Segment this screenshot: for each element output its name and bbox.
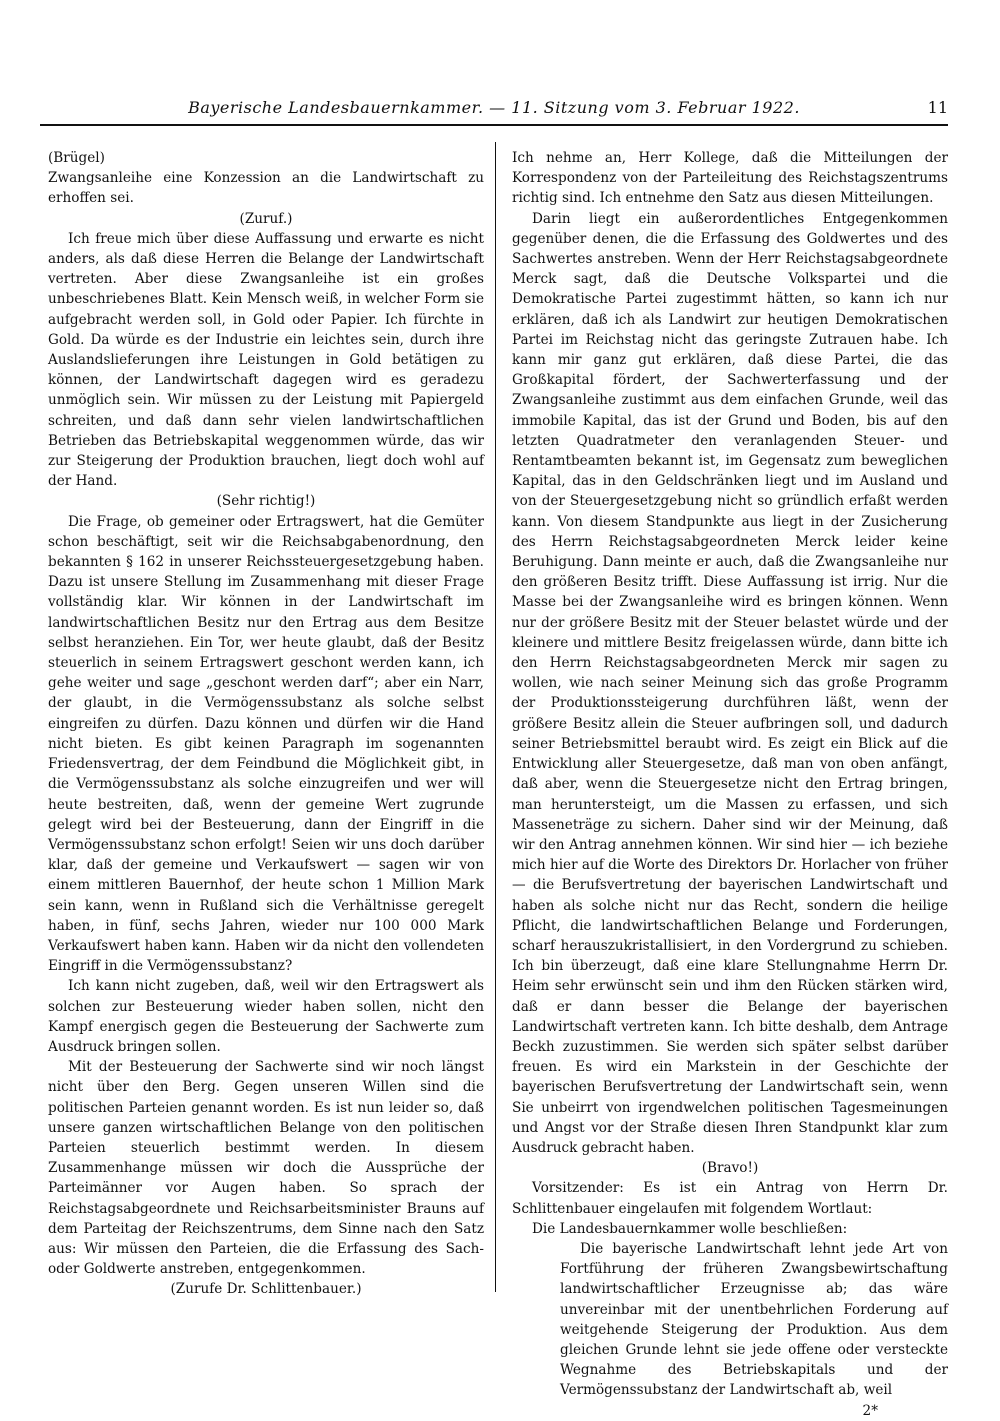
- paragraph: Mit der Besteuerung der Sachwerte sind wir noch längst nicht über den Berg. Gegen unseren Willen sind die politischen Parteien genannt worden. Es ist nun leider so, daß unsere ganzen wirtschaftlichen Belange von den politischen Parteien steuerlich bestimmt werden. In diesem Zusammenhange müssen wir doch die Aussprüche der Parteimänner vor Augen haben. So sprach der Reichstagsabgeordnete und Reichsarbeitsminister Brauns auf dem Parteitag der Reichszentrums, dem Sinne nach den Satz aus: Wir müssen den Parteien, die die Erfassung des Sach- oder Goldwerte anstreben, entgegenkommen.: [48, 1059, 484, 1278]
- right-column: [512, 148, 948, 1419]
- interjection: (Bravo!): [701, 1160, 759, 1177]
- paragraph: Ich freue mich über diese Auffassung und erwarte es nicht anders, als daß diese Herren die Belange der Landwirtschaft vertreten. Aber diese Zwangsanleihe ist ein großes unbeschriebenes Blatt. Kein Mensch weiß, in welcher Form sie aufgebracht werden soll, in Gold oder Papier. Ich fürchte in Gold. Da würde es der Industrie ein leichtes sein, durch ihre Auslandslieferungen ihre Leistungen in Gold betätigen zu können, der Landwirtschaft dagegen wird es geradezu unmöglich sein. Wir müssen zu der Leistung mit Papiergeld schreiten, und daß dann sehr vielen landwirtschaftlichen Betrieben das Betriebskapital weggenommen würde, das wir zur Steigerung der Produktion brauchen, liegt doch wohl auf der Hand.: [48, 230, 484, 490]
- page-number: 11: [927, 98, 948, 117]
- paragraph: Ich nehme an, Herr Kollege, daß die Mitteilungen der Korrespondenz von der Parteileitung des Reichstagszentrums richtig sind. Ich entnehme den Satz aus diesen Mitteilungen.: [512, 150, 948, 207]
- interjection: (Zuruf.): [239, 210, 293, 227]
- paragraph: Zwangsanleihe eine Konzession an die Landwirtschaft zu erhoffen sei.: [48, 170, 484, 207]
- paragraph: Darin liegt ein außerordentliches Entgegenkommen gegenüber denen, die die Erfassung des Goldwertes und des Sachwertes anstreben. Wenn der Herr Reichstagsabgeordnete Merck sagt, daß die Deutsche Volkspartei und die Demokratische Partei zugestimmt hätten, so kann ich nur erklären, daß ich als Landwirt zur heutigen Demokratischen Partei im Reichstag nicht das geringste Zutrauen habe. Ich kann mir ganz gut erklären, daß diese Partei, die das Großkapital fördert, der Sachwerterfassung und der Zwangsanleihe zustimmt aus dem einfachen Grunde, weil das immobile Kapital, das ist der Grund und Boden, bis auf den letzten Quadratmeter den veranlagenden Steuer- und Rentamtbeamten bekannt ist, im Gegensatz zum beweglichen Kapital, das in den Geldschränken liegt und im Ausland und von der Steuergesetzgebung nicht so gründlich erfaßt werden kann. Von diesem Standpunkte aus liegt in der Zusicherung des Herrn Reichstagsabgeordneten Merck leider keine Beruhigung. Dann meinte er auch, daß die Zwangsanleihe nur den größeren Besitz trifft. Diese Auffassung ist irrig. Nur die Masse bei der Zwangsanleihe wird es bringen können. Wenn nur der größere Besitz mit der Steuer belastet würde und der kleinere und mittlere Besitz freigelassen würde, dann bitte ich den Herrn Reichstagsabgeordneten Merck mir sagen zu wollen, wie nach seiner Meinung sich das große Programm der Produktionssteigerung durchführen läßt, wenn der größere Besitz allein die Steuer aufbringen soll, und dadurch seiner Betriebsmittel beraubt wird. Es zeigt ein Blick auf die Entwicklung aller Steuergesetze, daß man von oben anfängt, daß aber, wenn die Steuergesetze nicht den Ertrag bringen, man heruntersteigt, um die Massen zu erfassen, und sich Masseneträge zu sichern. Daher sind wir der Meinung, daß wir den Antrag annehmen können. Wir sind hier — ich beziehe mich hier auf die Worte des Direktors Dr. Horlacher von früher — die Berufsvertretung der bayerischen Landwirtschaft und haben als solche nicht nur das Recht, sondern die heilige Pflicht, die landwirtschaftlichen Belange und Forderungen, scharf herauszukristallisiert, in den Vordergrund zu schieben. Ich bin überzeugt, daß eine klare Stellungnahme Herrn Dr. Heim sehr erwünscht sein und ihm den Rücken stärken wird, daß er dann besser die Belange der bayerischen Landwirtschaft vertreten kann. Ich bitte deshalb, dem Antrage Beckh zuzustimmen. Sie werden sich später selbst darüber freuen. Es wird ein Markstein in der Geschichte der bayerischen Berufsvertretung der Landwirtschaft sein, wenn Sie unbeirrt von irgendwelchen politischen Tagesmeinungen und Angst vor der Straße diesen Ihren Standpunkt klar zum Ausdruck gebracht haben.: [512, 210, 948, 1156]
- interjection: (Zurufe Dr. Schlittenbauer.): [170, 1281, 362, 1298]
- column-divider: [495, 142, 496, 1292]
- interjection: (Sehr richtig!): [216, 493, 316, 510]
- signature-mark: 2*: [862, 1402, 878, 1419]
- left-column: [48, 148, 484, 1328]
- running-title: Bayerische Landesbauernkammer. — 11. Sitzung vom 3. Februar 1922.: [188, 98, 800, 117]
- paragraph: Die Frage, ob gemeiner oder Ertragswert, hat die Gemüter schon beschäftigt, seit wir die Reichsabgabenordnung, den bekannten § 162 in unserer Reichssteuergesetzgebung haben. Dazu ist unsere Stellung im Zusammenhang mit dieser Frage vollständig klar. Wir können in der Landwirtschaft im landwirtschaftlichen Besitz nur den Ertrag aus dem Besitze selbst heranziehen. Ein Tor, wer heute glaubt, daß der Besitz steuerlich in seinem Ertragswert geschont werden kann, ich gehe weiter und sage „geschont werden darf“; aber ein Narr, der glaubt, in die Vermögenssubstanz als solche selbst eingreifen zu dürfen. Dazu können und dürfen wir die Hand nicht bieten. Es gibt keinen Paragraph im sogenannten Friedensvertrag, der dem Feindbund die Möglichkeit gibt, in die Vermögenssubstanz als solche einzugreifen und wer will heute bestreiten, daß, wenn der gemeine Wert zugrunde gelegt wird bei der Besteuerung, dann der Eingriff in die Vermögenssubstanz schon erfolgt! Seien wir uns doch darüber klar, daß der gemeine und Verkaufswert — sagen wir von einem mittleren Bauernhof, der heute schon 1 Million Mark sein kann, wenn in Rußland sich die Verhältnisse geregelt haben, in fünf, sechs Jahren, wieder nur 100 000 Mark Verkaufswert haben kann. Haben wir da nicht den vollendeten Eingriff in die Vermögenssubstanz?: [48, 513, 484, 975]
- paragraph: Ich kann nicht zugeben, daß, weil wir den Ertragswert als solchen zur Besteuerung wieder haben sollen, nicht den Kampf energisch gegen die Besteuerung der Sachwerte zum Ausdruck bringen sollen.: [48, 978, 484, 1055]
- chair-statement: Vorsitzender: Es ist ein Antrag von Herrn Dr. Schlittenbauer eingelaufen mit folgendem Wortlaut:: [512, 1180, 948, 1217]
- motion-intro: Die Landesbauernkammer wolle beschließen:: [532, 1220, 848, 1237]
- speaker-name: (Brügel): [48, 150, 105, 166]
- page-header: [40, 96, 948, 126]
- motion-text: Die bayerische Landwirtschaft lehnt jede Art von Fortführung der früheren Zwangsbewirtschaftung landwirtschaftlicher Erzeugnisse ab; das wäre unvereinbar mit der unentbehrlichen Forderung auf weitgehende Steigerung der Produktion. Aus dem gleichen Grunde lehnt sie jede offene oder versteckte Wegnahme des Betriebskapitals und der Vermögenssubstanz der Landwirtschaft ab, weil: [560, 1240, 948, 1399]
